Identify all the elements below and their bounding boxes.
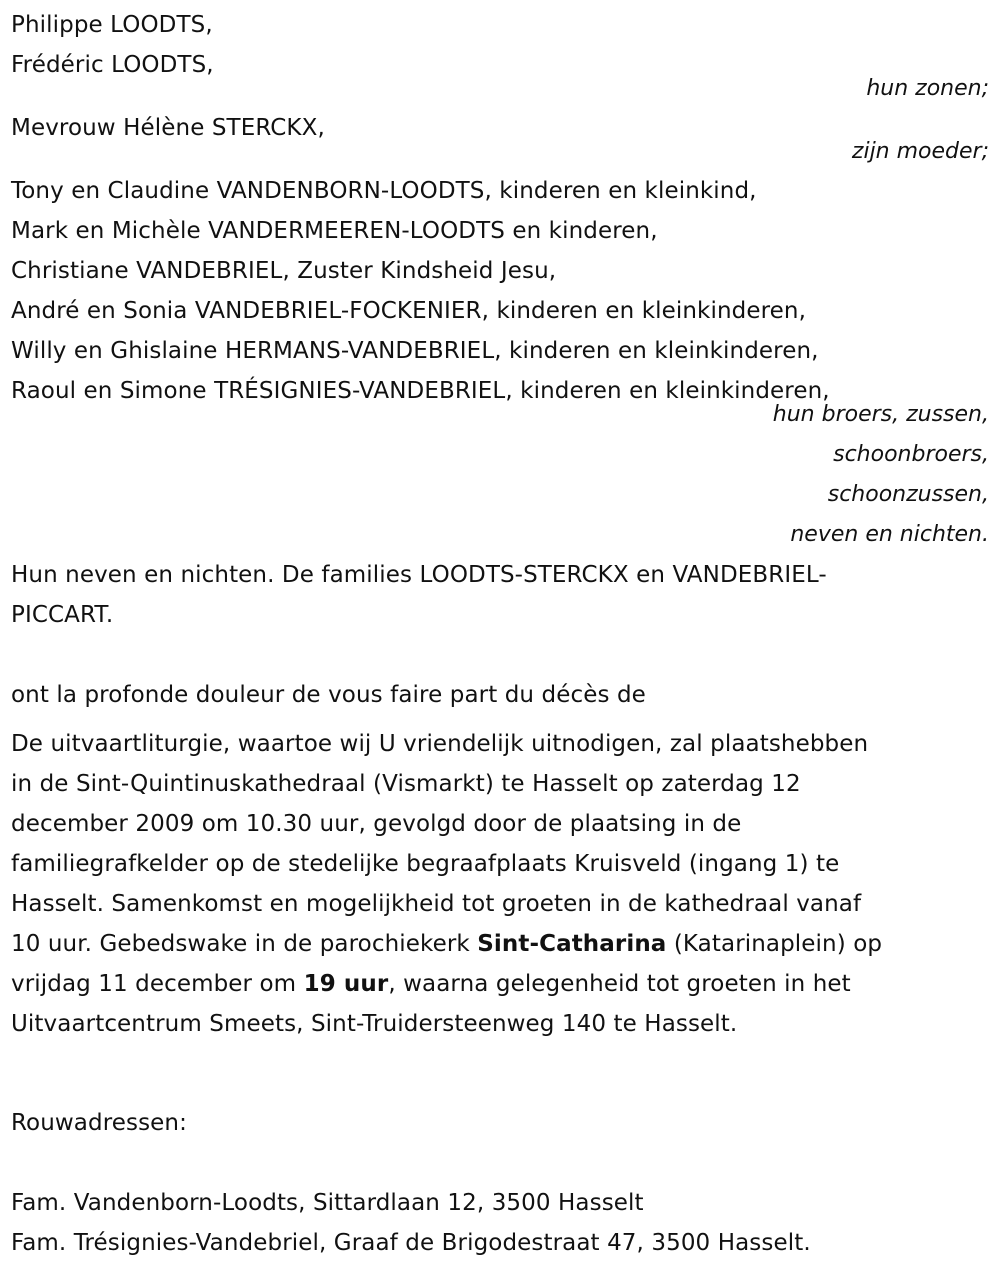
- family-role-label: neven en nichten.: [790, 522, 989, 547]
- funeral-line: De uitvaartliturgie, waartoe wij U vriendelijk uitnodigen, zal plaatshebben: [11, 731, 869, 757]
- address-line: Fam. Trésignies-Vandebriel, Graaf de Brigodestraat 47, 3500 Hasselt.: [11, 1230, 811, 1256]
- announcement-line: ont la profonde douleur de vous faire part du décès de: [11, 682, 646, 708]
- sons-role-label: hun zonen;: [866, 76, 989, 101]
- funeral-line: in de Sint-Quintinuskathedraal (Vismarkt) te Hasselt op zaterdag 12: [11, 771, 801, 797]
- relatives-line: PICCART.: [11, 602, 114, 628]
- family-line: Tony en Claudine VANDENBORN-LOODTS, kinderen en kleinkind,: [11, 178, 757, 204]
- addresses-heading: Rouwadressen:: [11, 1110, 187, 1136]
- family-line: Raoul en Simone TRÉSIGNIES-VANDEBRIEL, kinderen en kleinkinderen,: [11, 378, 830, 404]
- wake-time: 19 uur: [303, 971, 389, 997]
- family-role-label: hun broers, zussen,: [772, 402, 989, 427]
- funeral-text: , waarna gelegenheid tot groeten in het: [388, 971, 851, 997]
- funeral-line: Uitvaartcentrum Smeets, Sint-Truidersteenweg 140 te Hasselt.: [11, 1011, 738, 1037]
- funeral-line: [11, 969, 851, 999]
- family-line: André en Sonia VANDEBRIEL-FOCKENIER, kinderen en kleinkinderen,: [11, 298, 806, 324]
- funeral-line: [11, 929, 882, 959]
- family-line: Willy en Ghislaine HERMANS-VANDEBRIEL, kinderen en kleinkinderen,: [11, 338, 819, 364]
- mother-name-line: Mevrouw Hélène STERCKX,: [11, 115, 325, 141]
- funeral-text: 10 uur. Gebedswake in de parochiekerk: [11, 931, 478, 957]
- family-line: Mark en Michèle VANDERMEEREN-LOODTS en kinderen,: [11, 218, 658, 244]
- son-name-line: Philippe LOODTS,: [11, 12, 213, 38]
- funeral-text: vrijdag 11 december om: [11, 971, 304, 997]
- address-line: Fam. Vandenborn-Loodts, Sittardlaan 12, 3500 Hasselt: [11, 1190, 644, 1216]
- funeral-line: december 2009 om 10.30 uur, gevolgd door de plaatsing in de: [11, 811, 742, 837]
- funeral-text: (Katarinaplein) op: [666, 931, 883, 957]
- son-name-line: Frédéric LOODTS,: [11, 52, 214, 78]
- funeral-line: Hasselt. Samenkomst en mogelijkheid tot groeten in de kathedraal vanaf: [11, 891, 862, 917]
- family-line: Christiane VANDEBRIEL, Zuster Kindsheid Jesu,: [11, 258, 557, 284]
- family-role-label: schoonzussen,: [827, 482, 989, 507]
- relatives-line: Hun neven en nichten. De families LOODTS-STERCKX en VANDEBRIEL-: [11, 562, 827, 588]
- church-name: Sint-Catharina: [477, 931, 667, 957]
- funeral-line: familiegrafkelder op de stedelijke begraafplaats Kruisveld (ingang 1) te: [11, 851, 840, 877]
- family-role-label: schoonbroers,: [833, 442, 989, 467]
- mother-role-label: zijn moeder;: [851, 139, 989, 164]
